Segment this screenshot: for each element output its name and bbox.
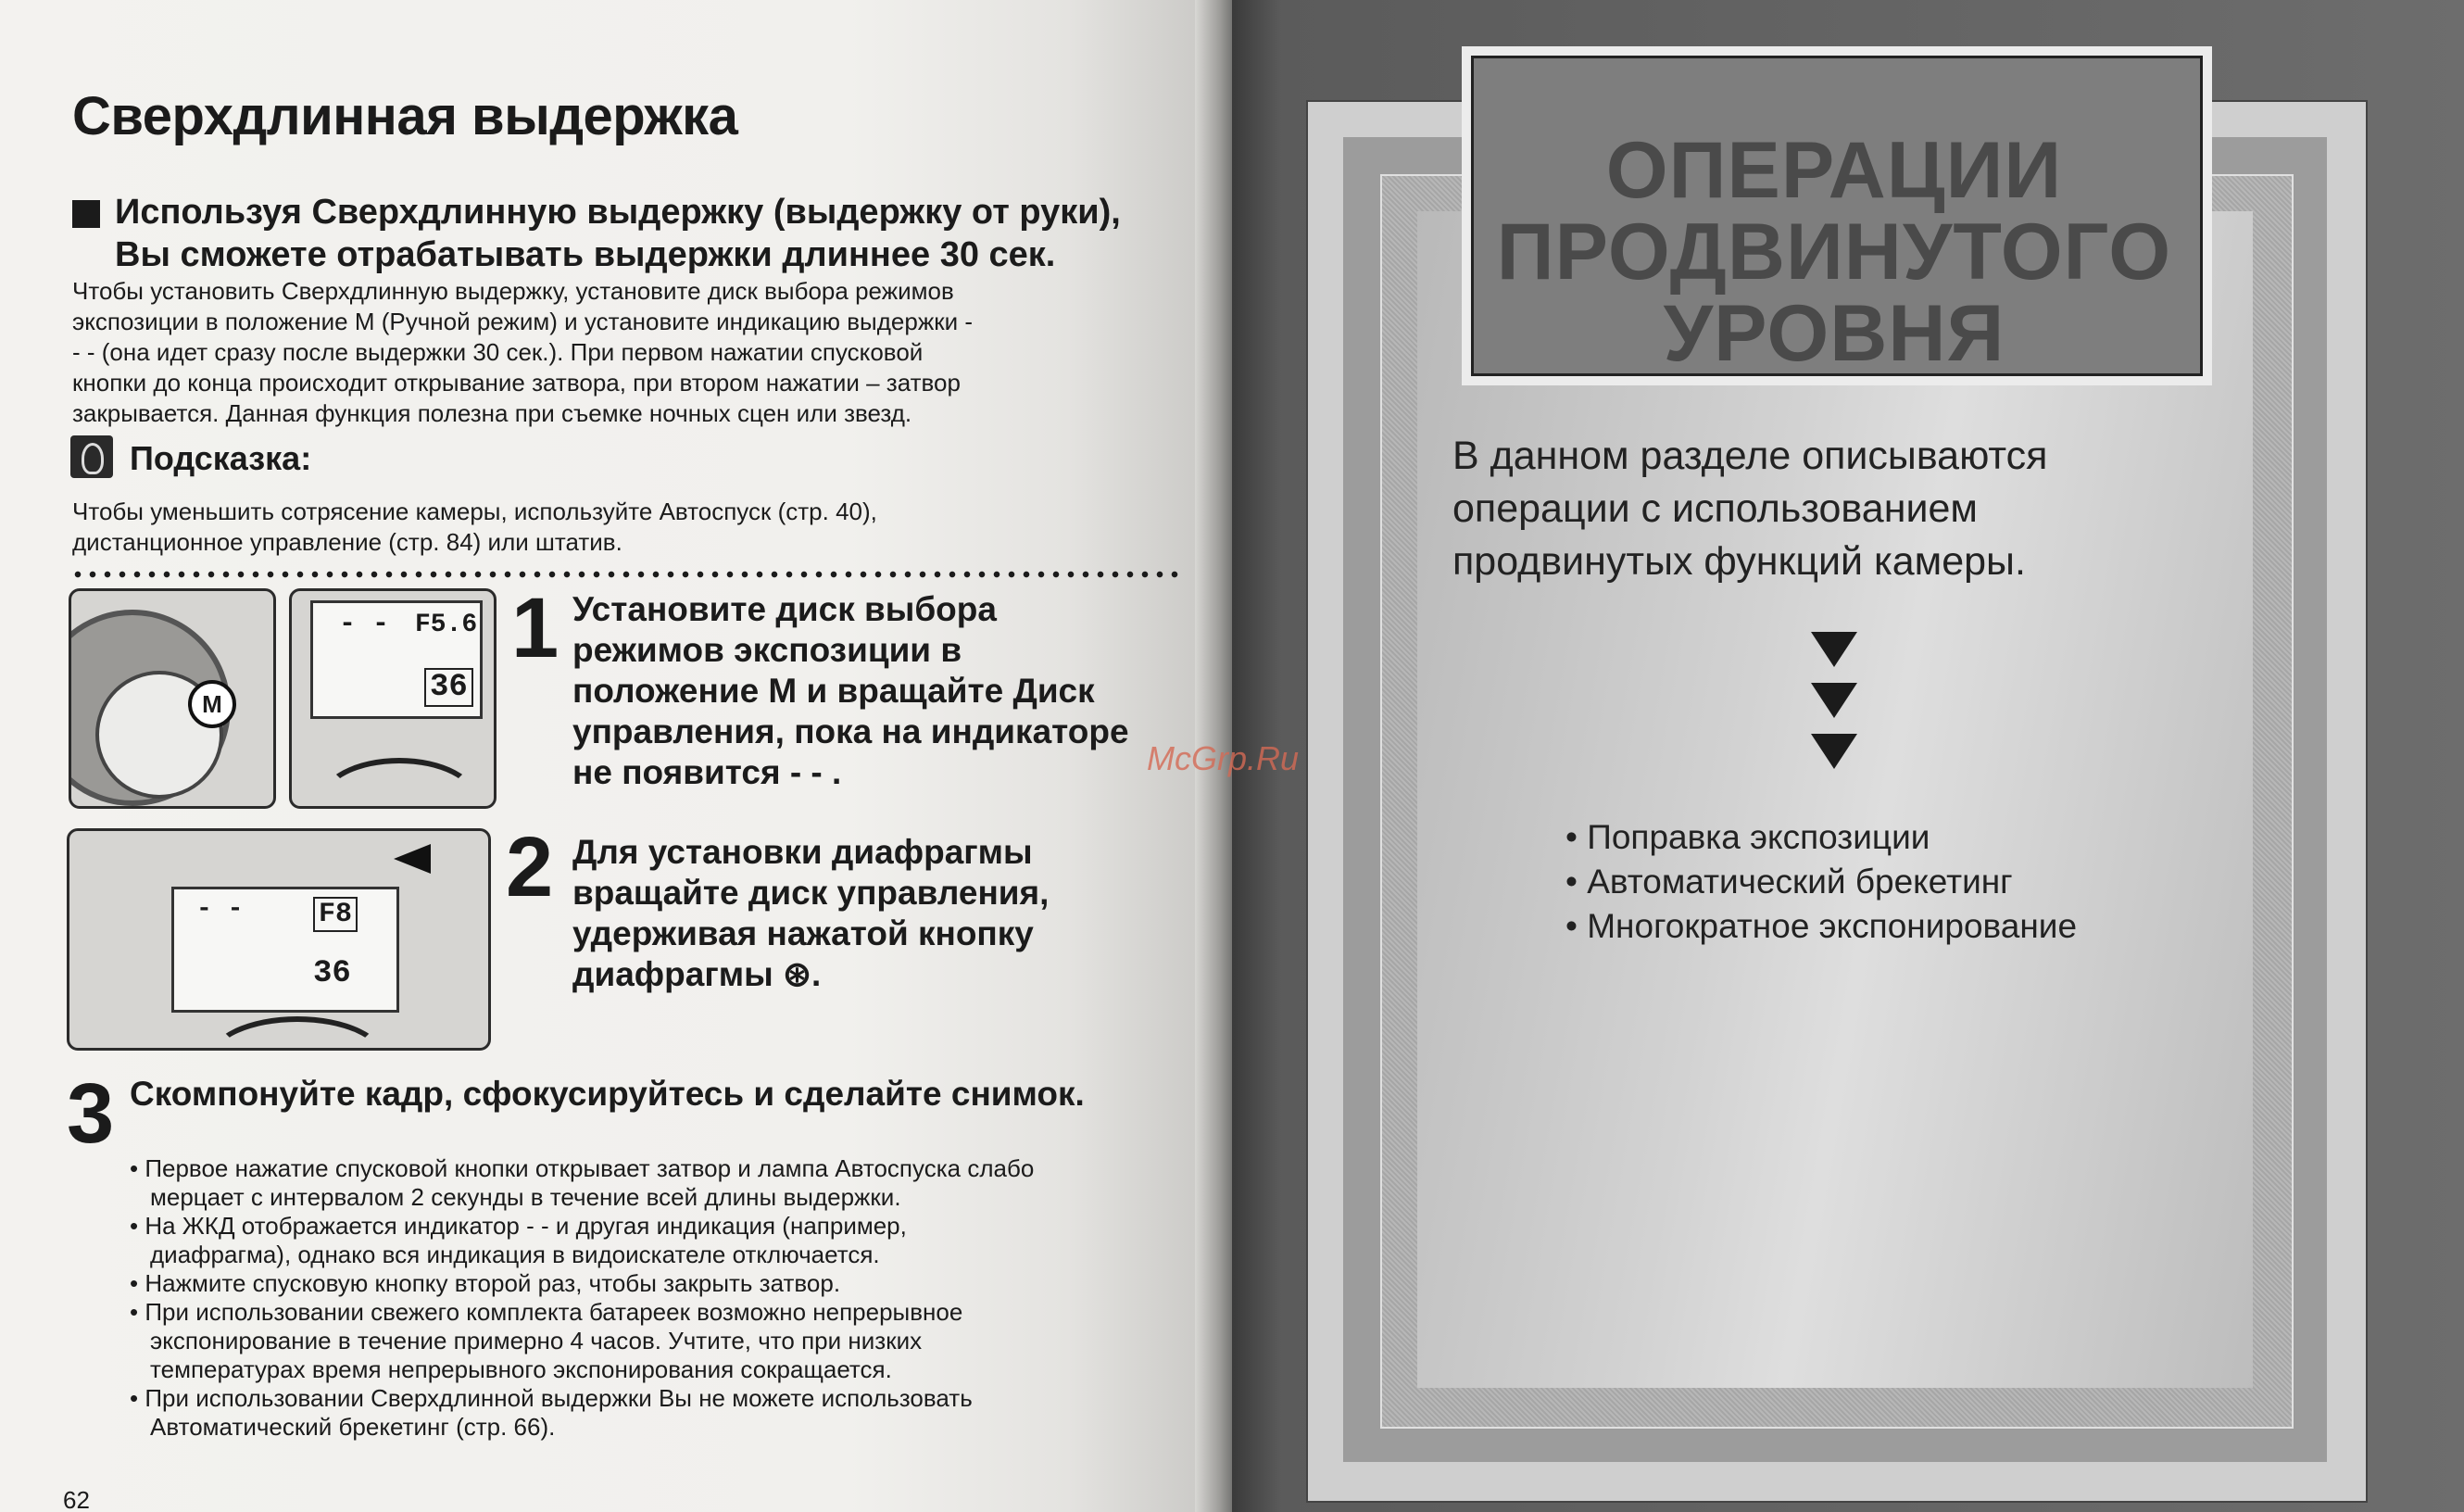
left-page xyxy=(0,0,1213,1512)
section-square-icon xyxy=(72,200,100,228)
rotate-arrow-icon xyxy=(208,1016,386,1051)
step-2-text: Для установки диафрагмы вращайте диск управления, удерживая нажатой кнопку диафрагмы ⊛. xyxy=(572,833,1050,993)
hint-icon xyxy=(70,435,113,478)
down-arrow-icon xyxy=(1811,683,1857,718)
hint-title: Подсказка: xyxy=(130,439,312,477)
dotted-divider xyxy=(70,570,1182,579)
lcd-illustration-1 xyxy=(289,588,497,809)
down-arrow-icon xyxy=(1811,632,1857,667)
page-title: Сверхдлинная выдержка xyxy=(72,86,738,146)
mode-dial-illustration xyxy=(69,588,276,809)
step-1-number: 1 xyxy=(511,581,559,675)
lead-heading: Используя Сверхдлинную выдержку (выдержку от руки), Вы сможете отрабатывать выдержки длиннее 30 сек. xyxy=(115,193,1121,274)
content-panel xyxy=(1417,211,2253,1388)
list-item: • Автоматический брекетинг xyxy=(1565,860,2077,904)
list-item: • Многократное экспонирование xyxy=(1565,904,2077,949)
rotate-arrow-icon xyxy=(320,758,479,809)
step-3-number: 3 xyxy=(67,1066,115,1161)
step-2-number: 2 xyxy=(506,820,554,914)
hint-text: Чтобы уменьшить сотрясение камеры, используйте Автоспуск (стр. 40), дистанционное управление (стр. 84) или штатив. xyxy=(72,498,877,556)
intro-paragraph: Чтобы установить Сверхдлинную выдержку, установите диск выбора режимов экспозиции в положение M (Ручной режим) и установите индикацию выдержки - - - (она идет сразу после выдержки 30 сек.). При первом нажатии спусковой кнопки до конца происходит открывание затвора, при втором нажатии – затвор закрывается. Данная функция полезна при съемке ночных сцен или звезд. xyxy=(72,277,974,427)
lcd-panel: - - F5.6 36 xyxy=(310,600,483,719)
page-number: 62 xyxy=(63,1486,90,1512)
step-1-text: Установите диск выбора режимов экспозиции в положение M и вращайте Диск управления, пока на индикаторе не появится - - . xyxy=(572,590,1129,791)
chapter-description: В данном разделе описываются операции с использованием продвинутых функций камеры. xyxy=(1452,434,2048,584)
dial-mode-mark: M xyxy=(188,680,236,728)
camera-top-illustration xyxy=(67,828,491,1051)
lcd-panel: - - F8 36 xyxy=(171,887,399,1013)
watermark: McGrp.Ru xyxy=(1147,739,1300,777)
list-item: • Поправка экспозиции xyxy=(1565,815,2077,860)
step-3-bullets: • Первое нажатие спусковой кнопки открывает затвор и лампа Автоспуска слабо мерцает с интервалом 2 секунды в течение всей длины выдержки. • На ЖКД отображается индикатор - - и другая индикация (например, диафрагма), однако вся индикация в видоискателе отключается. • Нажмите спусковую кнопку второй раз, чтобы закрыть затвор. • При использовании свежего комплекта батареек возможно непрерывное экспонирование в течение примерно 4 часов. Учтите, что при низких температурах время непрерывного экспонирования сокращается. • При использовании Сверхдлинной выдержки Вы не можете использовать Автоматический брекетинг (стр. 66). xyxy=(130,1154,1035,1441)
down-arrow-icon xyxy=(1811,734,1857,769)
chapter-topics-list xyxy=(1565,815,2077,949)
step-3-title: Скомпонуйте кадр, сфокусируйтесь и сделайте снимок. xyxy=(130,1075,1085,1113)
pointer-arrow-icon xyxy=(394,844,431,874)
chapter-title: ОПЕРАЦИИ ПРОДВИНУТОГО УРОВНЯ xyxy=(1496,126,2172,378)
